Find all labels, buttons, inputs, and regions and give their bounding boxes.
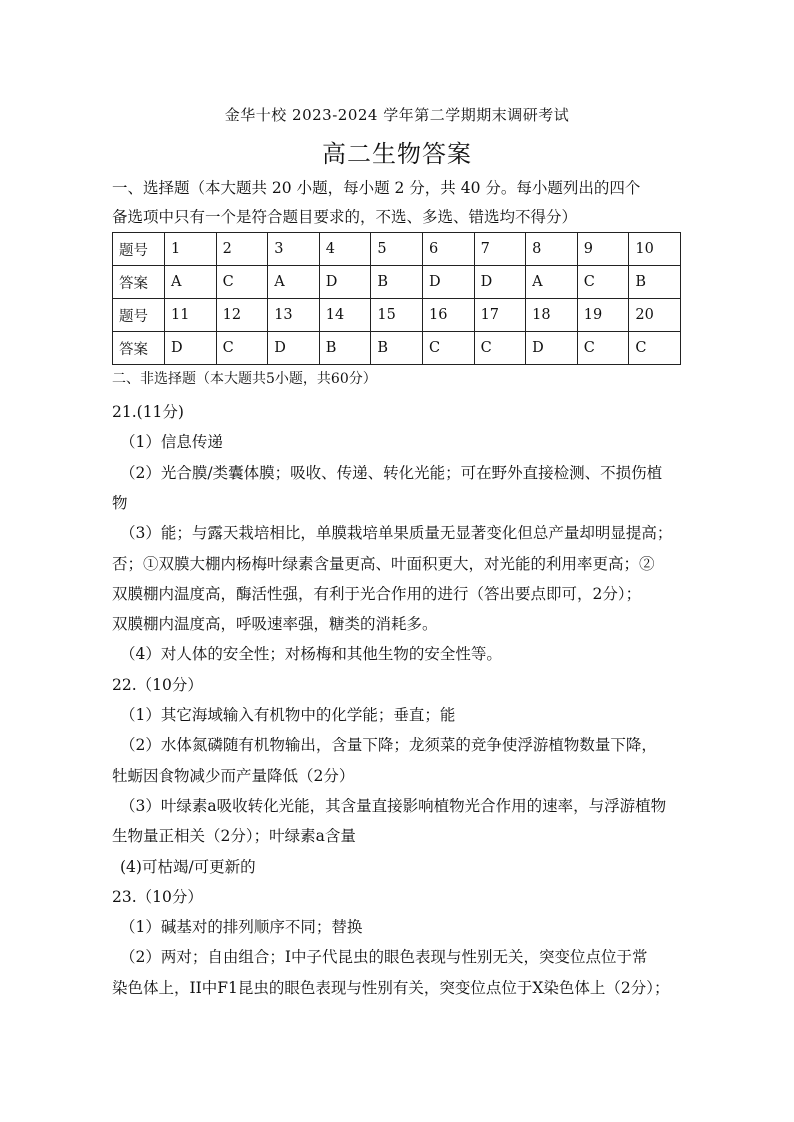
table-cell: A — [526, 266, 578, 299]
table-cell: D — [422, 266, 474, 299]
table-cell: 19 — [577, 299, 629, 332]
table-cell: 3 — [268, 233, 320, 266]
table-row-label: 题号 — [113, 299, 165, 332]
answer-line: 牡蛎因食物减少而产量降低（2分） — [112, 767, 355, 785]
table-cell: 17 — [474, 299, 526, 332]
table-cell: 20 — [629, 299, 681, 332]
answer-line: 物 — [112, 494, 128, 512]
table-cell: 4 — [319, 233, 371, 266]
table-cell: 16 — [422, 299, 474, 332]
table-cell: 10 — [629, 233, 681, 266]
page-title: 高二生物答案 — [322, 140, 472, 168]
answer-line: （4）对人体的安全性；对杨梅和其他生物的安全性等。 — [120, 645, 502, 663]
table-row-label: 答案 — [113, 332, 165, 365]
answer-line: 双膜棚内温度高，酶活性强，有利于光合作用的进行（答出要点即可，2分）； — [112, 585, 642, 603]
answer-line: 23.（10分） — [112, 888, 203, 906]
table-cell: C — [216, 332, 268, 365]
answer-line: 生物量正相关（2分）；叶绿素a含量 — [112, 827, 356, 845]
answer-line: （2）水体氮磷随有机物输出，含量下降；龙须菜的竞争使浮游植物数量下降， — [120, 736, 657, 754]
table-row-label: 答案 — [113, 266, 165, 299]
table-row — [113, 266, 681, 299]
answer-line: （3）叶绿素a吸收转化光能，其含量直接影响植物光合作用的速率，与浮游植物 — [120, 797, 667, 815]
answer-line: 21.(11分) — [112, 403, 184, 421]
table-row — [113, 233, 681, 266]
answer-line: （3）能；与露天栽培相比，单膜栽培单果质量无显著变化但总产量却明显提高； — [120, 524, 673, 542]
table-row — [113, 332, 681, 365]
table-cell: A — [268, 266, 320, 299]
table-cell: A — [165, 266, 217, 299]
answer-line: 22.（10分） — [112, 676, 203, 694]
table-cell: 9 — [577, 233, 629, 266]
table-cell: C — [474, 332, 526, 365]
table-cell: C — [577, 266, 629, 299]
table-cell: 11 — [165, 299, 217, 332]
table-row — [113, 299, 681, 332]
table-cell: 8 — [526, 233, 578, 266]
exam-title: 金华十校 2023-2024 学年第二学期期末调研考试 — [224, 106, 570, 124]
table-cell: D — [319, 266, 371, 299]
table-cell: C — [629, 332, 681, 365]
table-cell: 18 — [526, 299, 578, 332]
answer-line: （1）其它海域输入有机物中的化学能；垂直；能 — [120, 706, 456, 724]
table-cell: 5 — [371, 233, 423, 266]
table-cell: C — [216, 266, 268, 299]
table-cell: 7 — [474, 233, 526, 266]
table-cell: B — [629, 266, 681, 299]
answer-table — [112, 232, 681, 365]
table-cell: 6 — [422, 233, 474, 266]
table-cell: C — [577, 332, 629, 365]
table-cell: D — [268, 332, 320, 365]
answer-line: (4)可枯竭/可更新的 — [120, 858, 256, 876]
answer-line: （1）碱基对的排列顺序不同；替换 — [120, 918, 363, 936]
table-cell: C — [422, 332, 474, 365]
table-cell: D — [526, 332, 578, 365]
section1-intro-line1: 一、选择题（本大题共 20 小题，每小题 2 分，共 40 分。每小题列出的四个 — [112, 179, 641, 197]
answer-line: 染色体上，II中F1昆虫的眼色表现与性别有关，突变位点位于X染色体上（2分）； — [112, 979, 670, 997]
table-cell: 12 — [216, 299, 268, 332]
section1-intro-line2: 备选项中只有一个是符合题目要求的，不选、多选、错选均不得分） — [112, 208, 578, 226]
table-cell: B — [319, 332, 371, 365]
table-cell: B — [371, 332, 423, 365]
table-cell: 14 — [319, 299, 371, 332]
table-cell: B — [371, 266, 423, 299]
answer-line: （2）光合膜/类囊体膜；吸收、传递、转化光能；可在野外直接检测、不损伤植 — [120, 464, 663, 482]
answer-line: 否；①双膜大棚内杨梅叶绿素含量更高、叶面积更大，对光能的利用率更高；② — [112, 555, 655, 573]
table-cell: 13 — [268, 299, 320, 332]
table-cell: D — [474, 266, 526, 299]
answer-line: 双膜棚内温度高，呼吸速率强，糖类的消耗多。 — [112, 615, 438, 633]
table-cell: 1 — [165, 233, 217, 266]
answer-line: （1）信息传递 — [120, 433, 223, 451]
table-cell: D — [165, 332, 217, 365]
section2-heading: 二、非选择题（本大题共5小题，共60分） — [112, 371, 377, 387]
table-cell: 2 — [216, 233, 268, 266]
table-row-label: 题号 — [113, 233, 165, 266]
answer-line: （2）两对；自由组合；Ⅰ中子代昆虫的眼色表现与性别无关，突变位点位于常 — [120, 948, 648, 966]
table-cell: 15 — [371, 299, 423, 332]
